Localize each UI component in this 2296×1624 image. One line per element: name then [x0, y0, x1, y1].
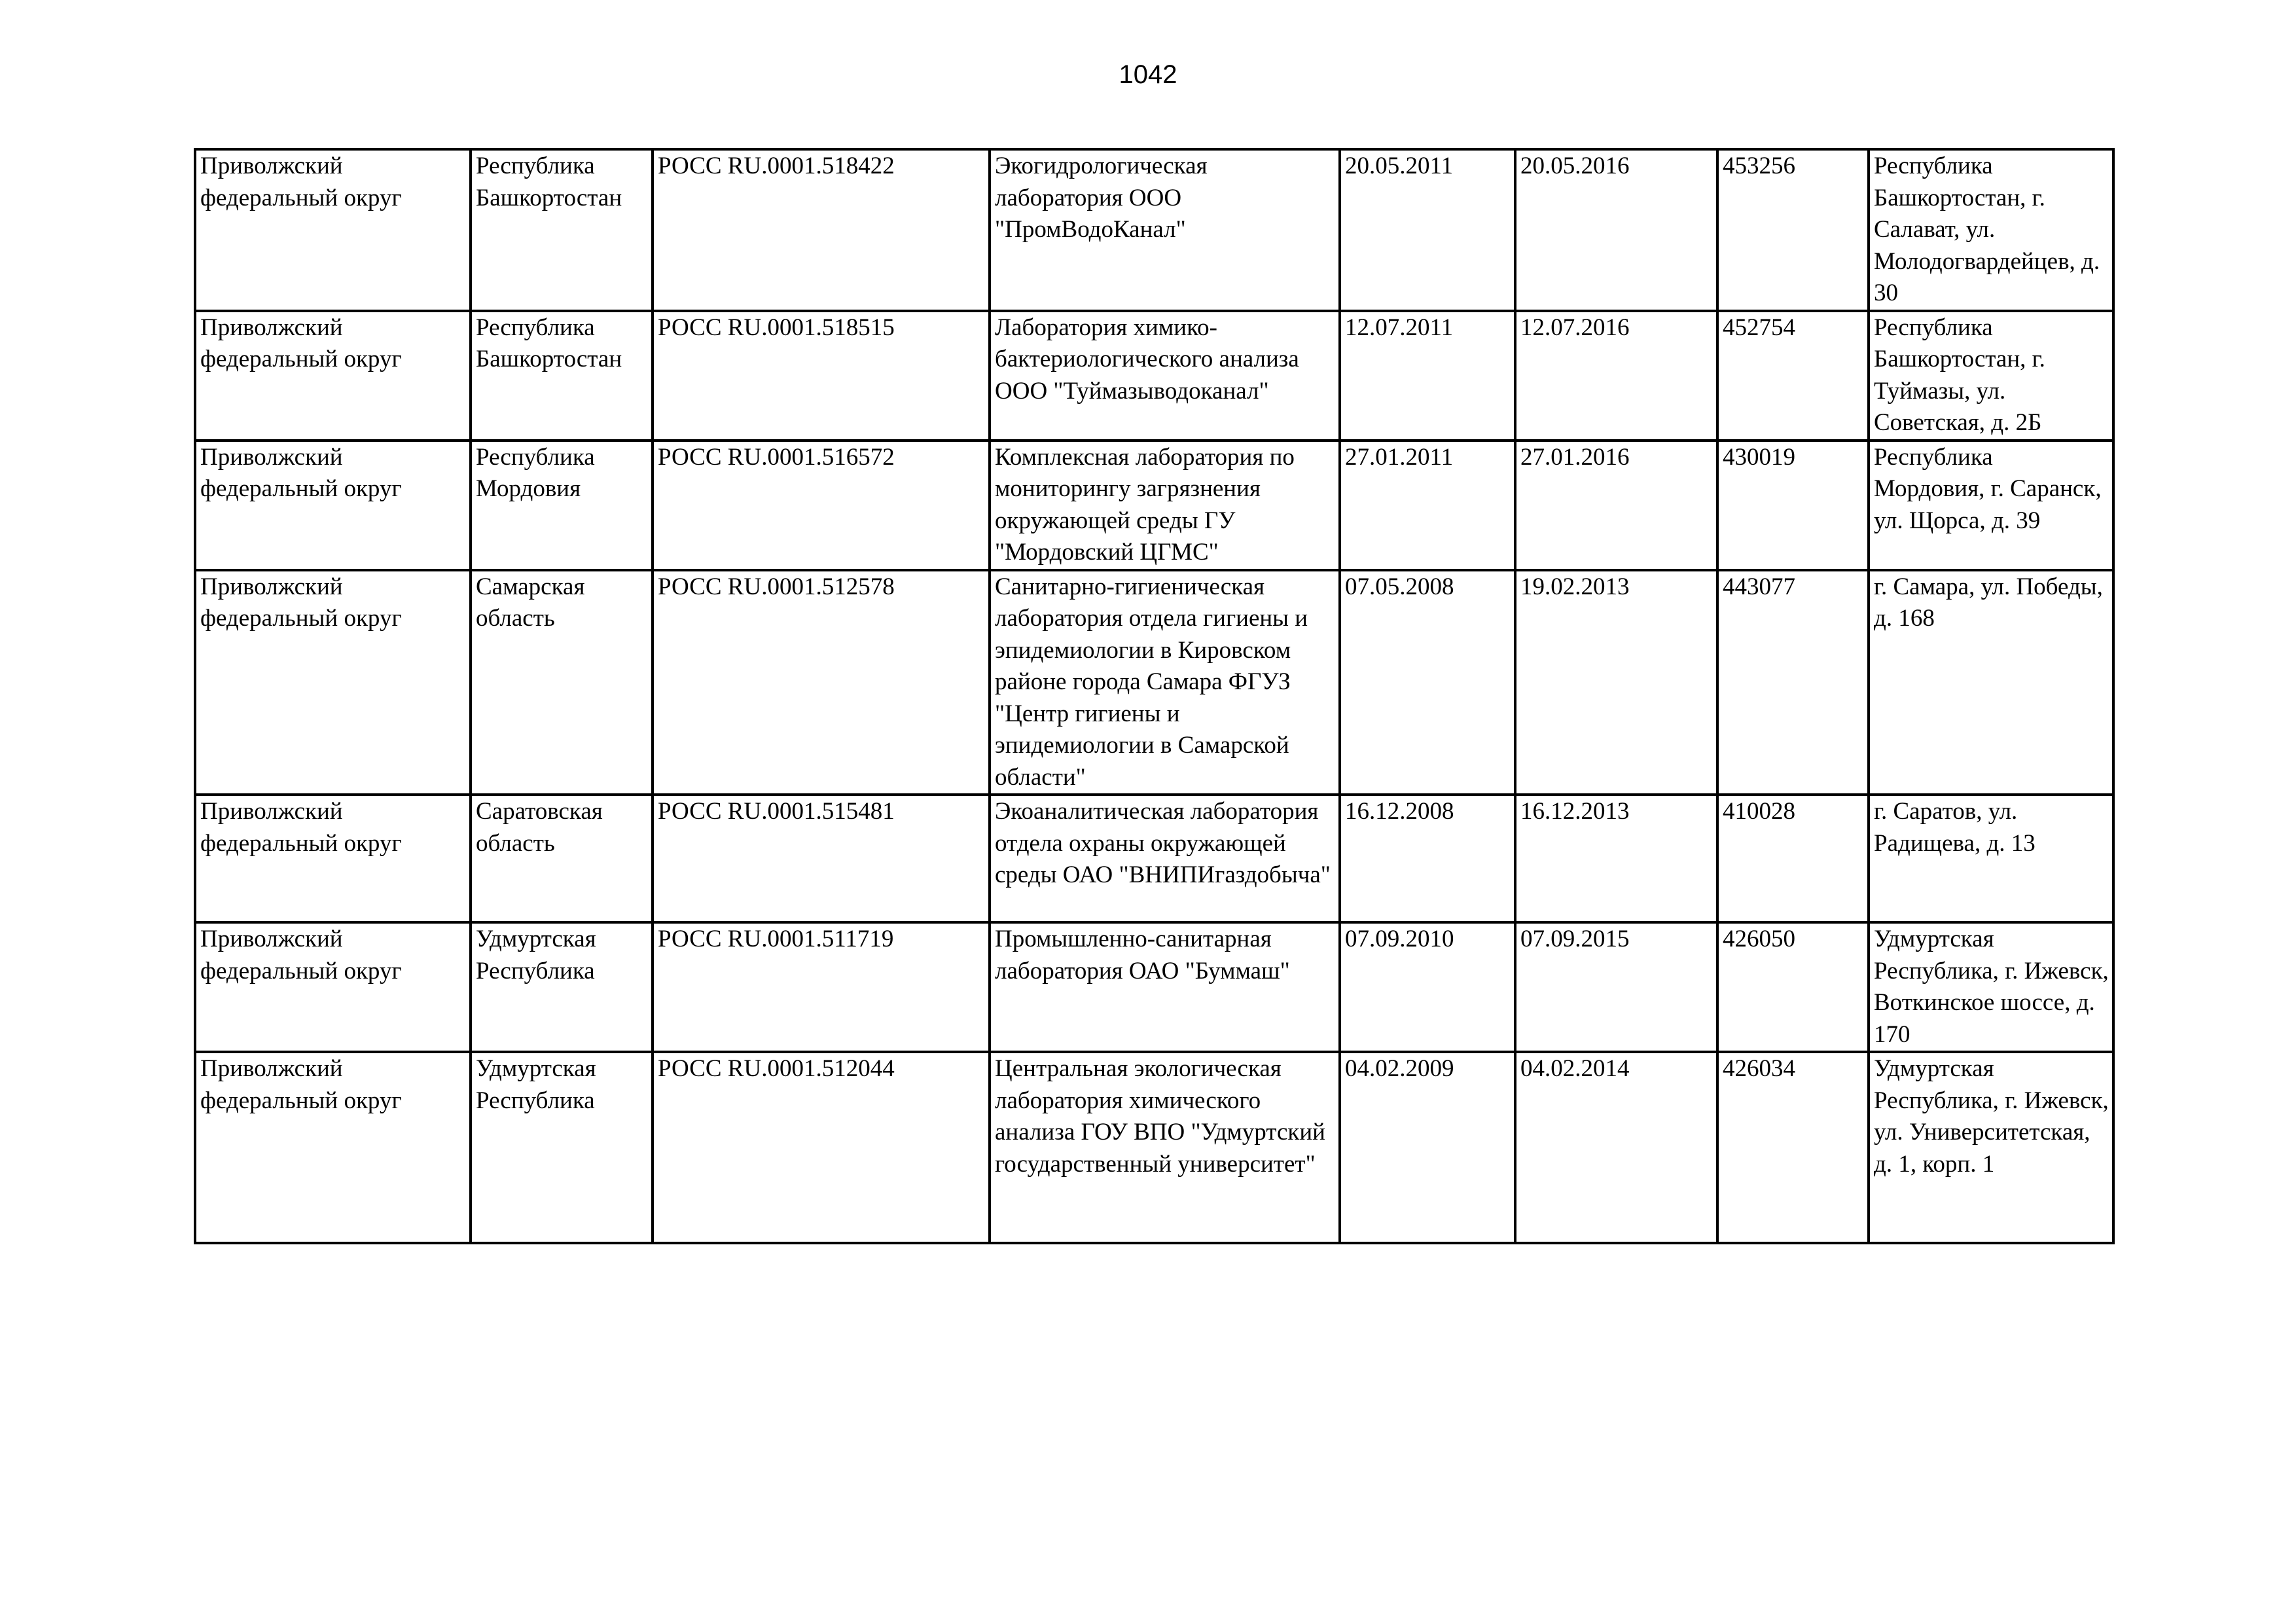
issue-date-cell: 27.01.2011 — [1340, 441, 1515, 570]
region-cell: Саратовская область — [471, 795, 653, 922]
laboratory-name-cell: Промышленно-санитарная лаборатория ОАО "Буммаш" — [990, 922, 1340, 1052]
address-cell: Республика Башкортостан, г. Салават, ул. Молодогвардейцев, д. 30 — [1869, 149, 2113, 311]
table-row — [195, 795, 2113, 922]
expiry-date-cell: 12.07.2016 — [1515, 311, 1717, 441]
registration-number-cell: РОСС RU.0001.515481 — [653, 795, 990, 922]
table-row — [195, 922, 2113, 1052]
issue-date-cell: 07.09.2010 — [1340, 922, 1515, 1052]
table-row — [195, 1052, 2113, 1243]
table-row — [195, 441, 2113, 570]
laboratory-name-cell: Комплексная лаборатория по мониторингу загрязнения окружающей среды ГУ "Мордовский ЦГМС" — [990, 441, 1340, 570]
registry-table — [194, 148, 2115, 1244]
table-row — [195, 149, 2113, 311]
laboratory-name-cell: Экоаналитическая лаборатория отдела охраны окружающей среды ОАО "ВНИПИгаздобыча" — [990, 795, 1340, 922]
address-cell: Удмуртская Республика, г. Ижевск, Воткинское шоссе, д. 170 — [1869, 922, 2113, 1052]
district-cell: Приволжский федеральный округ — [195, 922, 471, 1052]
registration-number-cell: РОСС RU.0001.516572 — [653, 441, 990, 570]
table-row — [195, 570, 2113, 795]
region-cell: Республика Башкортостан — [471, 149, 653, 311]
postal-code-cell: 426050 — [1717, 922, 1869, 1052]
district-cell: Приволжский федеральный округ — [195, 441, 471, 570]
laboratory-name-cell: Экогидрологическая лаборатория ООО "ПромВодоКанал" — [990, 149, 1340, 311]
issue-date-cell: 07.05.2008 — [1340, 570, 1515, 795]
region-cell: Республика Башкортостан — [471, 311, 653, 441]
district-cell: Приволжский федеральный округ — [195, 570, 471, 795]
expiry-date-cell: 16.12.2013 — [1515, 795, 1717, 922]
expiry-date-cell: 20.05.2016 — [1515, 149, 1717, 311]
registration-number-cell: РОСС RU.0001.511719 — [653, 922, 990, 1052]
postal-code-cell: 452754 — [1717, 311, 1869, 441]
laboratory-name-cell: Центральная экологическая лаборатория химического анализа ГОУ ВПО "Удмуртский государственный университет" — [990, 1052, 1340, 1243]
postal-code-cell: 443077 — [1717, 570, 1869, 795]
address-cell: Республика Мордовия, г. Саранск, ул. Щорса, д. 39 — [1869, 441, 2113, 570]
page-number: 1042 — [1119, 60, 1177, 89]
district-cell: Приволжский федеральный округ — [195, 149, 471, 311]
district-cell: Приволжский федеральный округ — [195, 795, 471, 922]
expiry-date-cell: 04.02.2014 — [1515, 1052, 1717, 1243]
region-cell: Удмуртская Республика — [471, 922, 653, 1052]
postal-code-cell: 410028 — [1717, 795, 1869, 922]
district-cell: Приволжский федеральный округ — [195, 1052, 471, 1243]
postal-code-cell: 426034 — [1717, 1052, 1869, 1243]
postal-code-cell: 453256 — [1717, 149, 1869, 311]
laboratory-name-cell: Санитарно-гигиеническая лаборатория отдела гигиены и эпидемиологии в Кировском районе города Самара ФГУЗ "Центр гигиены и эпидемиологии в Самарской области" — [990, 570, 1340, 795]
region-cell: Удмуртская Республика — [471, 1052, 653, 1243]
address-cell: Удмуртская Республика, г. Ижевск, ул. Университетская, д. 1, корп. 1 — [1869, 1052, 2113, 1243]
region-cell: Республика Мордовия — [471, 441, 653, 570]
issue-date-cell: 16.12.2008 — [1340, 795, 1515, 922]
issue-date-cell: 04.02.2009 — [1340, 1052, 1515, 1243]
expiry-date-cell: 07.09.2015 — [1515, 922, 1717, 1052]
address-cell: г. Саратов, ул. Радищева, д. 13 — [1869, 795, 2113, 922]
registration-number-cell: РОСС RU.0001.512578 — [653, 570, 990, 795]
registration-number-cell: РОСС RU.0001.512044 — [653, 1052, 990, 1243]
registration-number-cell: РОСС RU.0001.518422 — [653, 149, 990, 311]
laboratory-name-cell: Лаборатория химико-бактериологического анализа ООО "Туймазыводоканал" — [990, 311, 1340, 441]
postal-code-cell: 430019 — [1717, 441, 1869, 570]
region-cell: Самарская область — [471, 570, 653, 795]
registration-number-cell: РОСС RU.0001.518515 — [653, 311, 990, 441]
address-cell: г. Самара, ул. Победы, д. 168 — [1869, 570, 2113, 795]
table-row — [195, 311, 2113, 441]
expiry-date-cell: 27.01.2016 — [1515, 441, 1717, 570]
issue-date-cell: 12.07.2011 — [1340, 311, 1515, 441]
address-cell: Республика Башкортостан, г. Туймазы, ул. Советская, д. 2Б — [1869, 311, 2113, 441]
issue-date-cell: 20.05.2011 — [1340, 149, 1515, 311]
expiry-date-cell: 19.02.2013 — [1515, 570, 1717, 795]
district-cell: Приволжский федеральный округ — [195, 311, 471, 441]
